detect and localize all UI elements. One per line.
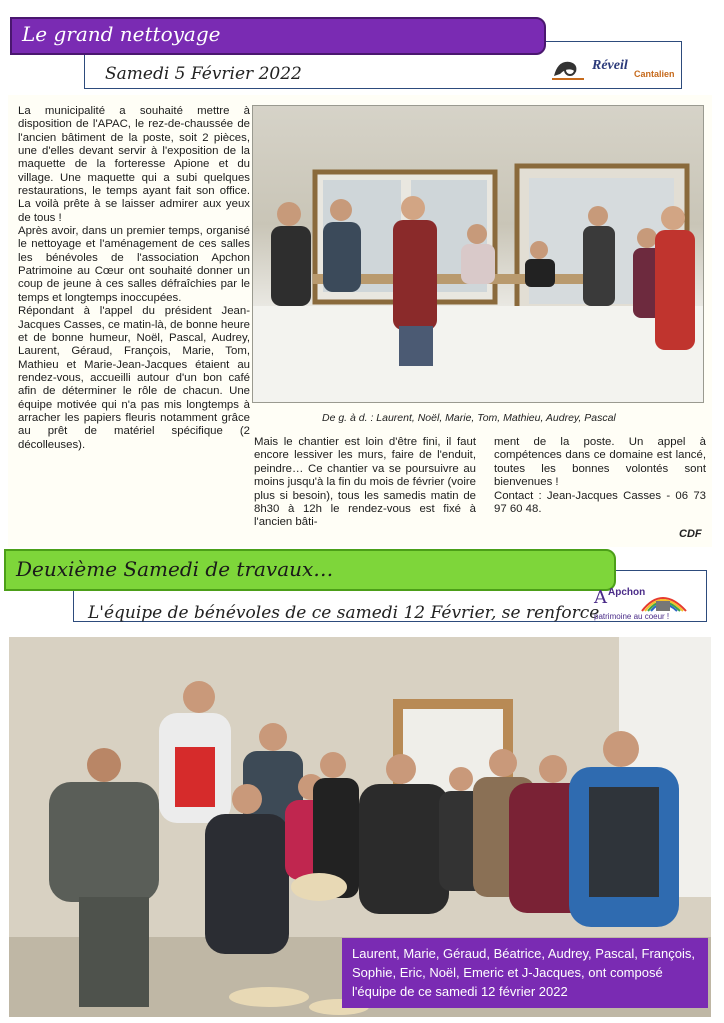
volunteers-group-photo-1 [253,106,703,402]
article-column-3 [494,436,706,516]
newspaper-logo-sub: Cantalien [634,69,675,79]
apchon-logo-name: Apchon [608,587,646,598]
apchon-logo [590,585,704,627]
article-column-1 [18,105,250,452]
section1-title: Le grand nettoyage [22,22,221,46]
article-column-2 [254,436,476,530]
svg-text:A: A [594,587,607,608]
article-signature: CDF [679,528,702,540]
article-photo [252,105,704,403]
article-paragraph-4: Mais le chantier est loin d'être fini, il faut encore lessiver les murs, faire de l'enduit, peindre… Ce chantier va se poursuivre au moins jusqu'à la fin du mois de février (voire plus si besoin), tous les samedis matin de 8h30 à 12h le rendez-vous est fixé à l'ancien bâti- [254,436,476,529]
newspaper-logo-brand: Réveil [592,58,628,73]
newspaper-logo [548,52,676,86]
article-contact: Contact : Jean-Jacques Casses - 06 73 97 60 48. [494,489,706,516]
newspaper-article [8,95,712,547]
article-photo-caption: De g. à d. : Laurent, Noël, Marie, Tom, Mathieu, Audrey, Pascal [322,412,616,424]
article-paragraph-2: Après avoir, dans un premier temps, organisé le nettoyage et l'aménagement de ces salles les bénévoles de l'association Apchon Patrimoine au Cœur ont souhaité donner un coup de jeune à ces salles défraîchies par le temps et longtemps inoccupées. [18,225,250,304]
newspaper-logo-icon [548,52,588,84]
article-paragraph-5: ment de la poste. Un appel à compétences dans ce domaine est lancé, toutes les bonnes volontés sont bienvenues ! [494,436,706,489]
section1-date: Samedi 5 Février 2022 [105,64,302,84]
section2-subtitle: L'équipe de bénévoles de ce samedi 12 Février, se renforce [88,603,600,623]
article-paragraph-1: La municipalité a souhaité mettre à disposition de l'APAC, le rez-de-chaussée de l'ancien bâtiment de la poste, soit 2 pièces, une d'elles devant servir à l'exposition de la maquette de la forteresse Apione et du village. Une maquette qui a subi quelques restaurations, le temps ayant fait son office. La voilà prête à se laisser admirer aux yeux de tous ! [18,105,250,224]
team-photo-caption: Laurent, Marie, Géraud, Béatrice, Audrey, Pascal, François, Sophie, Eric, Noël, Emeric et J-Jacques, ont composé l'équipe de ce samedi 12 février 2022 [342,938,708,1008]
section2-title: Deuxième Samedi de travaux… [16,557,334,581]
article-paragraph-3: Répondant à l'appel du président Jean-Jacques Casses, ce matin-là, de bonne heure et de bonne humeur, Noël, Pascal, Audrey, Laurent, Géraud, François, Marie, Tom, Mathieu et Marie-Jean-Jacques étaient au rendez-vous, accueilli autour d'un bon café afin de déterminer le rôle de chacun. Une équipe motivée qui n'a pas mis longtemps à arracher les papiers fleuris notamment grâce au prêt de matériel spécifique (2 décolleuses). [18,305,250,451]
apchon-logo-tagline: patrimoine au coeur ! [594,612,670,621]
